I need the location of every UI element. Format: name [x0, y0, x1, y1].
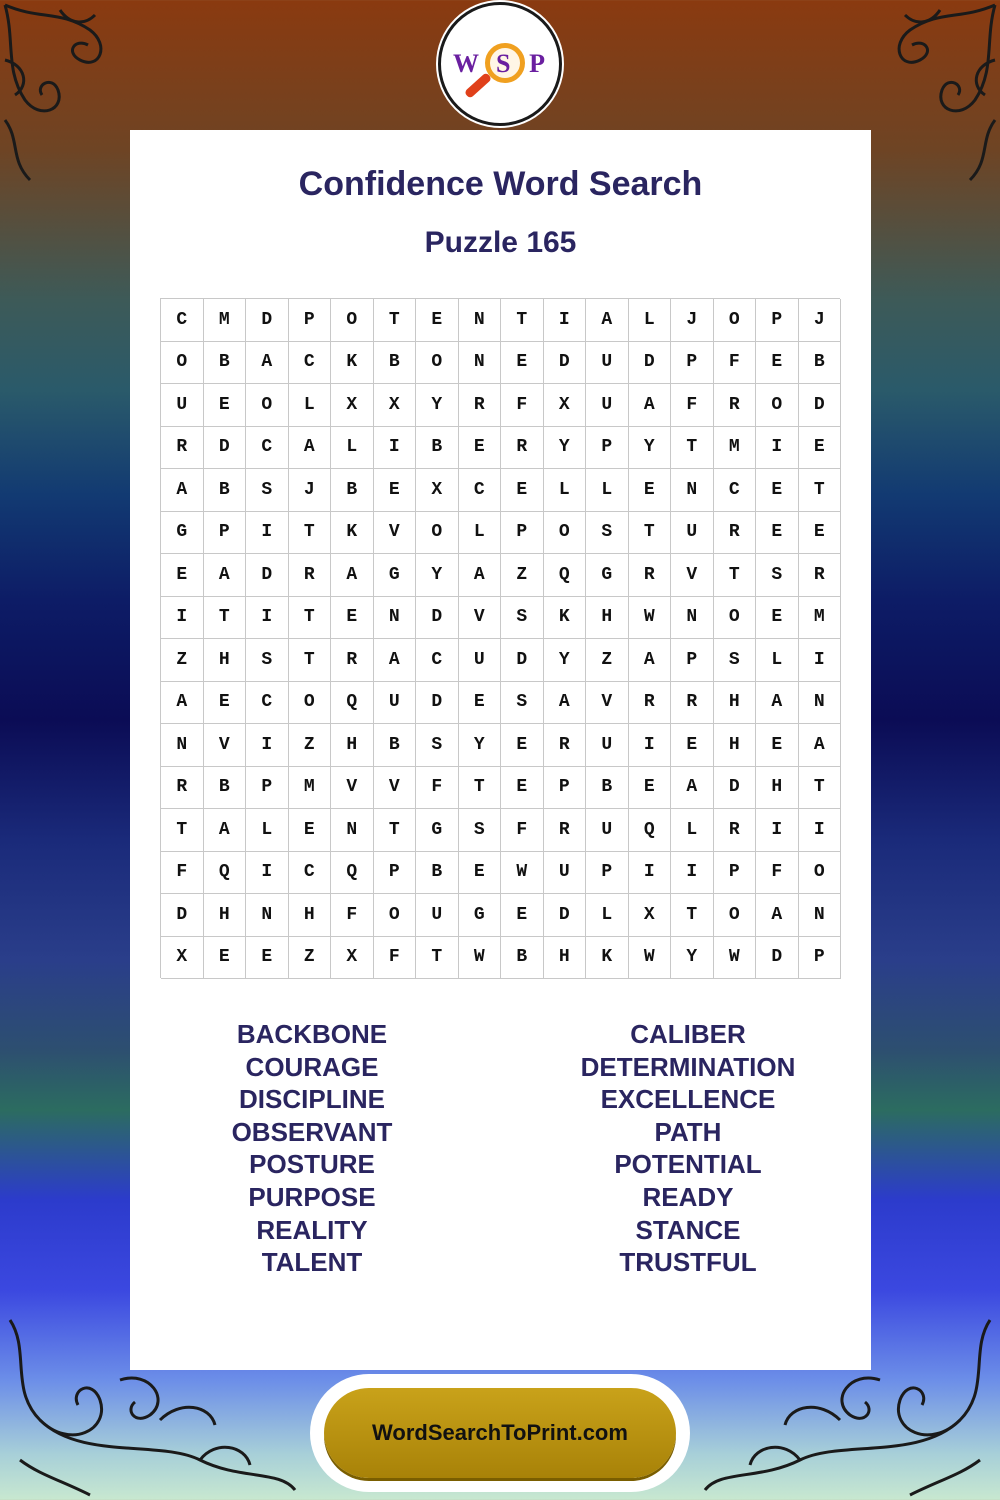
grid-cell[interactable]: V [331, 767, 374, 810]
word-list-item: TRUSTFUL [619, 1247, 757, 1278]
word-list-item: EXCELLENCE [600, 1084, 776, 1115]
grid-cell[interactable]: H [204, 639, 247, 682]
grid-cell[interactable]: T [161, 809, 204, 852]
grid-cell[interactable]: M [714, 427, 757, 470]
grid-cell[interactable]: B [374, 342, 417, 385]
grid-cell[interactable]: A [459, 554, 502, 597]
grid-cell[interactable]: H [289, 894, 332, 937]
grid-cell[interactable]: D [756, 937, 799, 980]
grid-cell[interactable]: O [416, 342, 459, 385]
grid-cell[interactable]: Y [416, 384, 459, 427]
grid-cell[interactable]: I [799, 809, 842, 852]
grid-cell[interactable]: C [246, 682, 289, 725]
grid-cell[interactable]: B [331, 469, 374, 512]
grid-cell[interactable]: N [374, 597, 417, 640]
grid-cell[interactable]: N [331, 809, 374, 852]
grid-cell[interactable]: L [331, 427, 374, 470]
logo-letter-s: S [496, 49, 511, 78]
grid-cell[interactable]: S [501, 682, 544, 725]
grid-cell[interactable]: U [544, 852, 587, 895]
word-list-item: DISCIPLINE [239, 1084, 385, 1115]
grid-cell[interactable]: W [501, 852, 544, 895]
logo-letter-w: W [453, 49, 479, 78]
grid-cell[interactable]: K [544, 597, 587, 640]
grid-cell[interactable]: B [204, 767, 247, 810]
grid-cell[interactable]: A [161, 682, 204, 725]
grid-cell[interactable]: B [799, 342, 842, 385]
grid-cell[interactable]: T [714, 554, 757, 597]
grid-cell[interactable]: N [671, 597, 714, 640]
grid-cell[interactable]: R [459, 384, 502, 427]
grid-cell[interactable]: I [544, 299, 587, 342]
word-list-item: DETERMINATION [580, 1051, 796, 1082]
grid-cell[interactable]: V [671, 554, 714, 597]
word-list-item: POSTURE [249, 1149, 375, 1180]
grid-cell[interactable]: S [586, 512, 629, 555]
grid-cell[interactable]: S [756, 554, 799, 597]
grid-cell[interactable]: M [289, 767, 332, 810]
grid-cell[interactable]: O [714, 299, 757, 342]
grid-cell[interactable]: Y [459, 724, 502, 767]
grid-cell[interactable]: C [289, 342, 332, 385]
word-list-right [538, 1018, 838, 1279]
word-list-item: CALIBER [630, 1019, 746, 1049]
grid-cell[interactable]: G [161, 512, 204, 555]
grid-cell[interactable]: I [671, 852, 714, 895]
letter-grid [160, 298, 840, 978]
grid-cell[interactable]: D [544, 342, 587, 385]
grid-cell[interactable]: R [501, 427, 544, 470]
grid-cell[interactable]: A [756, 682, 799, 725]
word-list-item: BACKBONE [236, 1019, 388, 1049]
grid-cell[interactable]: T [374, 299, 417, 342]
grid-cell[interactable]: U [586, 342, 629, 385]
grid-cell[interactable]: I [756, 809, 799, 852]
grid-cell[interactable]: F [714, 342, 757, 385]
grid-cell[interactable]: I [799, 639, 842, 682]
grid-cell[interactable]: J [289, 469, 332, 512]
grid-cell[interactable]: O [161, 342, 204, 385]
grid-cell[interactable]: D [629, 342, 672, 385]
grid-cell[interactable]: O [714, 894, 757, 937]
puzzle-title: Confidence Word Search [298, 165, 703, 203]
grid-cell[interactable]: E [501, 342, 544, 385]
grid-cell[interactable]: T [501, 299, 544, 342]
grid-cell[interactable]: Y [671, 937, 714, 980]
puzzle-card [130, 130, 871, 1370]
grid-cell[interactable]: G [586, 554, 629, 597]
grid-cell[interactable]: L [459, 512, 502, 555]
grid-cell[interactable]: H [714, 682, 757, 725]
grid-cell[interactable]: S [714, 639, 757, 682]
grid-cell[interactable]: T [416, 937, 459, 980]
grid-cell[interactable]: Z [586, 639, 629, 682]
grid-cell[interactable]: X [161, 937, 204, 980]
grid-cell[interactable]: A [331, 554, 374, 597]
grid-cell[interactable]: O [799, 852, 842, 895]
grid-cell[interactable]: Q [331, 682, 374, 725]
grid-cell[interactable]: F [501, 809, 544, 852]
grid-cell[interactable]: K [586, 937, 629, 980]
grid-cell[interactable]: J [799, 299, 842, 342]
grid-cell[interactable]: F [161, 852, 204, 895]
puzzle-number: Puzzle 165 [424, 226, 577, 259]
grid-cell[interactable]: H [204, 894, 247, 937]
grid-cell[interactable]: Z [161, 639, 204, 682]
grid-cell[interactable]: I [756, 427, 799, 470]
grid-cell[interactable]: A [799, 724, 842, 767]
grid-cell[interactable]: O [756, 384, 799, 427]
grid-cell[interactable]: B [374, 724, 417, 767]
grid-cell[interactable]: I [246, 852, 289, 895]
grid-cell[interactable]: G [416, 809, 459, 852]
grid-cell[interactable]: I [246, 597, 289, 640]
grid-cell[interactable]: P [586, 852, 629, 895]
grid-cell[interactable]: U [374, 682, 417, 725]
grid-cell[interactable]: P [671, 639, 714, 682]
grid-cell[interactable]: L [544, 469, 587, 512]
grid-cell[interactable]: B [416, 427, 459, 470]
grid-cell[interactable]: L [246, 809, 289, 852]
grid-cell[interactable]: E [756, 597, 799, 640]
grid-cell[interactable]: L [671, 809, 714, 852]
site-link-button[interactable]: WordSearchToPrint.com [324, 1388, 676, 1478]
grid-cell[interactable]: P [799, 937, 842, 980]
grid-cell[interactable]: P [246, 767, 289, 810]
grid-cell[interactable]: I [629, 852, 672, 895]
grid-cell[interactable]: X [544, 384, 587, 427]
grid-cell[interactable]: V [374, 767, 417, 810]
grid-cell[interactable]: P [204, 512, 247, 555]
grid-cell[interactable]: K [331, 342, 374, 385]
grid-cell[interactable]: A [586, 299, 629, 342]
grid-cell[interactable]: E [501, 724, 544, 767]
grid-cell[interactable]: H [331, 724, 374, 767]
grid-cell[interactable]: E [459, 682, 502, 725]
grid-cell[interactable]: G [374, 554, 417, 597]
word-list-item: REALITY [256, 1214, 368, 1245]
grid-cell[interactable]: E [204, 384, 247, 427]
grid-cell[interactable]: P [289, 299, 332, 342]
grid-cell[interactable]: E [629, 469, 672, 512]
grid-cell[interactable]: B [416, 852, 459, 895]
logo-letter-p: P [529, 49, 545, 78]
grid-cell[interactable]: I [161, 597, 204, 640]
grid-cell[interactable]: E [161, 554, 204, 597]
grid-cell[interactable]: D [544, 894, 587, 937]
grid-cell[interactable]: K [331, 512, 374, 555]
grid-cell[interactable]: E [204, 937, 247, 980]
grid-cell[interactable]: B [586, 767, 629, 810]
grid-cell[interactable]: E [459, 427, 502, 470]
grid-cell[interactable]: E [671, 724, 714, 767]
grid-cell[interactable]: W [714, 937, 757, 980]
grid-cell[interactable]: Y [544, 639, 587, 682]
grid-cell[interactable]: H [586, 597, 629, 640]
word-list-left [162, 1018, 462, 1279]
grid-cell[interactable]: E [246, 937, 289, 980]
grid-cell[interactable]: E [629, 767, 672, 810]
grid-cell[interactable]: T [289, 639, 332, 682]
grid-cell[interactable]: B [501, 937, 544, 980]
grid-cell[interactable]: V [586, 682, 629, 725]
grid-cell[interactable]: Q [629, 809, 672, 852]
grid-cell[interactable]: R [544, 724, 587, 767]
grid-cell[interactable]: N [671, 469, 714, 512]
grid-cell[interactable]: W [459, 937, 502, 980]
grid-cell[interactable]: T [799, 469, 842, 512]
grid-cell[interactable]: U [459, 639, 502, 682]
grid-cell[interactable]: I [246, 724, 289, 767]
grid-cell[interactable]: R [161, 767, 204, 810]
grid-cell[interactable]: P [714, 852, 757, 895]
grid-cell[interactable]: X [331, 384, 374, 427]
grid-cell[interactable]: A [544, 682, 587, 725]
grid-cell[interactable]: E [501, 469, 544, 512]
grid-cell[interactable]: F [374, 937, 417, 980]
grid-cell[interactable]: Q [544, 554, 587, 597]
grid-cell[interactable]: R [629, 682, 672, 725]
grid-cell[interactable]: U [586, 384, 629, 427]
grid-cell[interactable]: S [246, 639, 289, 682]
word-list-item: COURAGE [245, 1051, 379, 1082]
grid-cell[interactable]: T [629, 512, 672, 555]
grid-cell[interactable]: Z [501, 554, 544, 597]
grid-cell[interactable]: E [756, 512, 799, 555]
grid-cell[interactable]: X [374, 384, 417, 427]
grid-cell[interactable]: Z [289, 724, 332, 767]
grid-cell[interactable]: T [204, 597, 247, 640]
grid-cell[interactable]: C [416, 639, 459, 682]
grid-cell[interactable]: L [629, 299, 672, 342]
word-list-item: PATH [654, 1116, 722, 1147]
grid-cell[interactable]: C [459, 469, 502, 512]
grid-cell[interactable]: W [629, 937, 672, 980]
word-list-item: READY [642, 1181, 734, 1212]
grid-cell[interactable]: E [501, 894, 544, 937]
grid-cell[interactable]: R [714, 809, 757, 852]
grid-cell[interactable]: O [331, 299, 374, 342]
grid-cell[interactable]: O [416, 512, 459, 555]
grid-cell[interactable]: R [714, 384, 757, 427]
grid-cell[interactable]: E [756, 469, 799, 512]
grid-cell[interactable]: A [671, 767, 714, 810]
ornament-top-right [870, 0, 1000, 190]
grid-cell[interactable]: U [586, 724, 629, 767]
grid-cell[interactable]: N [459, 342, 502, 385]
grid-cell[interactable]: E [416, 299, 459, 342]
grid-cell[interactable]: X [331, 937, 374, 980]
grid-cell[interactable]: T [289, 597, 332, 640]
grid-cell[interactable]: C [714, 469, 757, 512]
grid-cell[interactable]: O [544, 512, 587, 555]
grid-cell[interactable]: M [204, 299, 247, 342]
grid-cell[interactable]: L [586, 469, 629, 512]
grid-cell[interactable]: U [671, 512, 714, 555]
grid-cell[interactable]: F [331, 894, 374, 937]
grid-cell[interactable]: R [331, 639, 374, 682]
grid-cell[interactable]: A [289, 427, 332, 470]
grid-cell[interactable]: A [246, 342, 289, 385]
grid-cell[interactable]: E [756, 342, 799, 385]
grid-cell[interactable]: E [374, 469, 417, 512]
grid-cell[interactable]: X [629, 894, 672, 937]
grid-cell[interactable]: B [204, 342, 247, 385]
grid-cell[interactable]: U [416, 894, 459, 937]
grid-cell[interactable]: P [374, 852, 417, 895]
grid-cell[interactable]: E [289, 809, 332, 852]
grid-cell[interactable]: T [671, 427, 714, 470]
word-list-item: TALENT [261, 1247, 363, 1278]
grid-cell[interactable]: D [246, 299, 289, 342]
grid-cell[interactable]: Y [629, 427, 672, 470]
grid-cell[interactable]: N [799, 894, 842, 937]
grid-cell[interactable]: L [289, 384, 332, 427]
grid-cell[interactable]: L [586, 894, 629, 937]
grid-cell[interactable]: A [204, 554, 247, 597]
grid-cell[interactable]: D [799, 384, 842, 427]
word-list-item: STANCE [635, 1214, 741, 1245]
grid-cell[interactable]: O [246, 384, 289, 427]
grid-cell[interactable]: R [629, 554, 672, 597]
grid-cell[interactable]: E [501, 767, 544, 810]
grid-cell[interactable]: I [629, 724, 672, 767]
grid-cell[interactable]: S [246, 469, 289, 512]
grid-cell[interactable]: D [416, 682, 459, 725]
grid-cell[interactable]: O [714, 597, 757, 640]
grid-cell[interactable]: E [459, 852, 502, 895]
grid-cell[interactable]: T [459, 767, 502, 810]
grid-cell[interactable]: O [289, 682, 332, 725]
grid-cell[interactable]: D [501, 639, 544, 682]
grid-cell[interactable]: Y [416, 554, 459, 597]
grid-cell[interactable]: Z [289, 937, 332, 980]
grid-cell[interactable]: B [204, 469, 247, 512]
grid-cell[interactable]: A [161, 469, 204, 512]
grid-cell[interactable]: E [331, 597, 374, 640]
grid-cell[interactable]: F [756, 852, 799, 895]
grid-cell[interactable]: I [246, 512, 289, 555]
ornament-top-left [0, 0, 130, 190]
grid-cell[interactable]: S [459, 809, 502, 852]
grid-cell[interactable]: N [799, 682, 842, 725]
grid-cell[interactable]: D [161, 894, 204, 937]
grid-cell[interactable]: R [544, 809, 587, 852]
grid-cell[interactable]: F [501, 384, 544, 427]
grid-cell[interactable]: R [161, 427, 204, 470]
grid-cell[interactable]: P [544, 767, 587, 810]
word-list-item: OBSERVANT [231, 1116, 393, 1147]
grid-cell[interactable]: E [799, 512, 842, 555]
grid-cell[interactable]: R [671, 682, 714, 725]
grid-cell[interactable]: A [756, 894, 799, 937]
grid-cell[interactable]: V [204, 724, 247, 767]
grid-cell[interactable]: F [416, 767, 459, 810]
grid-cell[interactable]: N [459, 299, 502, 342]
grid-cell[interactable]: L [756, 639, 799, 682]
grid-cell[interactable]: J [671, 299, 714, 342]
grid-cell[interactable]: I [374, 427, 417, 470]
wsp-logo [438, 2, 562, 126]
grid-cell[interactable]: V [374, 512, 417, 555]
grid-cell[interactable]: E [204, 682, 247, 725]
grid-cell[interactable]: R [799, 554, 842, 597]
grid-cell[interactable]: A [204, 809, 247, 852]
grid-cell[interactable]: W [629, 597, 672, 640]
grid-cell[interactable]: H [756, 767, 799, 810]
word-list-item: POTENTIAL [614, 1149, 762, 1180]
grid-cell[interactable]: T [374, 809, 417, 852]
grid-cell[interactable]: A [374, 639, 417, 682]
word-list-item: PURPOSE [248, 1181, 376, 1212]
grid-cell[interactable]: Y [544, 427, 587, 470]
grid-cell[interactable]: E [799, 427, 842, 470]
grid-cell[interactable]: E [756, 724, 799, 767]
grid-cell[interactable]: U [586, 809, 629, 852]
grid-cell[interactable]: C [246, 427, 289, 470]
grid-cell[interactable]: H [544, 937, 587, 980]
grid-cell[interactable]: U [161, 384, 204, 427]
grid-cell[interactable]: P [586, 427, 629, 470]
grid-cell[interactable]: M [799, 597, 842, 640]
grid-cell[interactable]: N [246, 894, 289, 937]
grid-cell[interactable]: R [714, 512, 757, 555]
grid-cell[interactable]: D [204, 427, 247, 470]
grid-cell[interactable]: F [671, 384, 714, 427]
grid-cell[interactable]: Q [331, 852, 374, 895]
grid-cell[interactable]: T [671, 894, 714, 937]
grid-cell[interactable]: C [289, 852, 332, 895]
grid-cell[interactable]: D [416, 597, 459, 640]
grid-cell[interactable]: X [416, 469, 459, 512]
grid-cell[interactable]: T [799, 767, 842, 810]
grid-cell[interactable]: A [629, 639, 672, 682]
grid-cell[interactable]: Q [204, 852, 247, 895]
footer-frame [310, 1374, 690, 1492]
grid-cell[interactable]: S [501, 597, 544, 640]
grid-cell[interactable]: S [416, 724, 459, 767]
grid-cell[interactable]: C [161, 299, 204, 342]
grid-cell[interactable]: P [671, 342, 714, 385]
grid-cell[interactable]: D [714, 767, 757, 810]
grid-cell[interactable]: P [501, 512, 544, 555]
grid-cell[interactable]: D [246, 554, 289, 597]
grid-cell[interactable]: V [459, 597, 502, 640]
grid-cell[interactable]: G [459, 894, 502, 937]
grid-cell[interactable]: O [374, 894, 417, 937]
grid-cell[interactable]: N [161, 724, 204, 767]
grid-cell[interactable]: A [629, 384, 672, 427]
grid-cell[interactable]: T [289, 512, 332, 555]
grid-cell[interactable]: R [289, 554, 332, 597]
grid-cell[interactable]: H [714, 724, 757, 767]
grid-cell[interactable]: P [756, 299, 799, 342]
